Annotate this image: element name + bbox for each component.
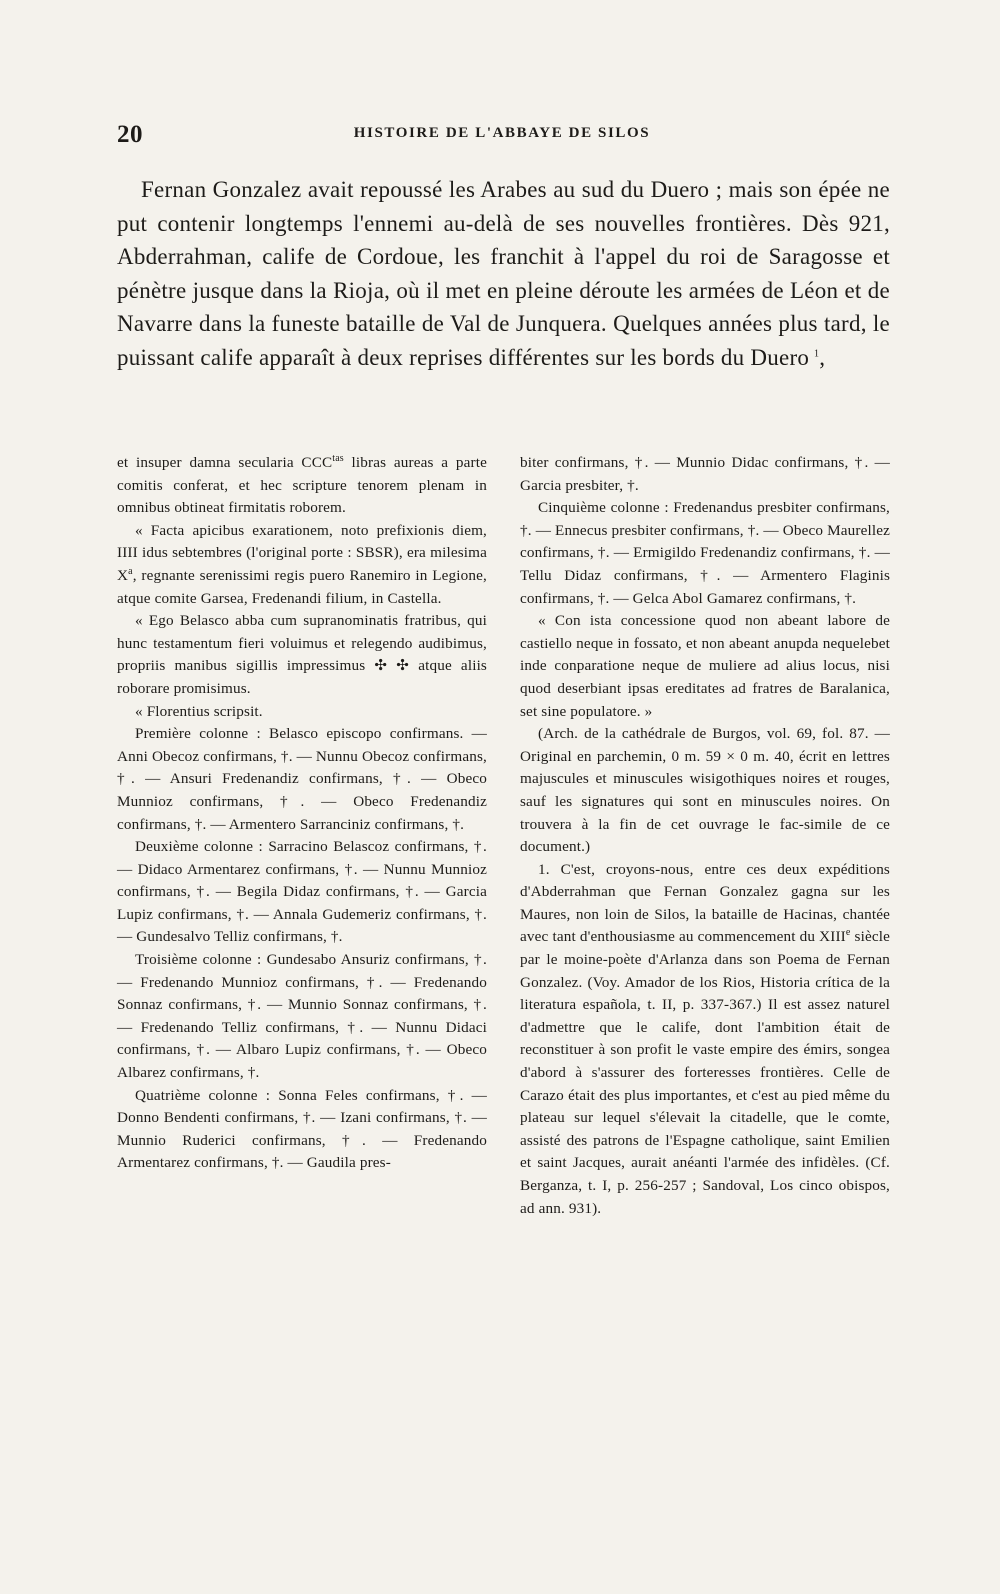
column-paragraph: « Florentius scripsit. — [135, 702, 263, 720]
column-paragraph: Troisième colonne : Gundesabo Ansuriz confirmans, †. — Fredenando Munnioz confirmans, †. — Fredenando Sonnaz confirmans, †. — Munnio Sonnaz confirmans, †. — Fredenando Telliz confirmans, †. — Nunnu Didaci confirmans, †. — Albaro Lupiz confirmans, †. — Obeco Albarez confirmans, †. — [117, 951, 487, 1082]
column-paragraph: Deuxième colonne : Sarracino Belascoz confirmans, †. — Didaco Armentarez confirmans, †. — Nunnu Munnioz confirmans, †. — Begila Didaz confirmans, †. — Garcia Lupiz confirmans, †. — Annala Gudemeriz confirmans, †. — Gundesalvo Telliz confirmans, †. — [117, 838, 487, 946]
main-paragraph-text: Fernan Gonzalez avait repoussé les Arabes au sud du Duero ; mais son épée ne put contenir longtemps l'ennemi au-delà de ses nouvelles frontières. Dès 921, Abderrahman, calife de Cordoue, les franchit à l'appel du roi de Saragosse et pénètre jusque dans la Rioja, où il met en pleine déroute les armées de Léon et de Navarre dans la funeste bataille de Val de Junquera. Quelques années plus tard, le puissant calife apparaît à deux reprises différentes sur les bords du Duero $^1$, — [117, 177, 890, 370]
column-paragraph: Quatrième colonne : Sonna Feles confirmans, †. — Donno Bendenti confirmans, †. — Izani confirmans, †. — Munnio Ruderici confirmans, †. — Fredenando Armentarez confirmans, †. — Gaudila pres- — [117, 1086, 487, 1172]
right-column — [520, 452, 890, 1220]
column-paragraph: (Arch. de la cathédrale de Burgos, vol. 69, fol. 87. — Original en parchemin, 0 m. 59 × 0 m. 40, écrit en lettres majuscules et minuscules wisigothiques noires et rouges, sauf les signatures qui sont en minuscules noires. On trouvera à la fin de cet ouvrage le fac-simile de ce document.) — [520, 725, 890, 856]
superscript: e — [845, 927, 851, 939]
page-header — [117, 121, 887, 151]
column-paragraph: « Ego Belasco abba cum supranominatis fratribus, qui hunc testamentum fieri voluimus et relegendo audibimus, propriis manibus sigillis impressimus ✣ ✣ atque aliis roborare promisimus. — [117, 612, 487, 697]
footnote-ref: 1 — [814, 348, 820, 360]
running-head: HISTOIRE DE L'ABBAYE DE SILOS — [353, 125, 651, 141]
column-paragraph: biter confirmans, †. — Munnio Didac confirmans, †. — Garcia presbiter, †. — [520, 454, 890, 494]
column-paragraph: Première colonne : Belasco episcopo confirmans. — Anni Obecoz confirmans, †. — Nunnu Obecoz confirmans, †. — Ansuri Fredenandiz confirmans, †. — Obeco Munnioz confirmans, †. — Obeco Fredenandiz confirmans, †. — Armentero Sarranciniz confirmans, †. — [117, 725, 487, 833]
column-paragraph: « Facta apicibus exarationem, noto prefixionis diem, IIII idus sebtembres (l'original porte : SBSR), era milesima $X^a$, regnante serenissimi regis puero Ranemiro in Legione, atque comite Garsea, Fredenandi filium, in Castella. — [117, 521, 487, 607]
column-paragraph: « Con ista concessione quod non abeant labore de castiello neque in fossato, et non abeant anupda nequelebet inde conparatione neque de muliere ad alius locus, nisi quod deserbiant ipsas ereditates ad fratres de Baralanica, set sine populatore. » — [520, 612, 890, 720]
column-paragraph: 1. C'est, croyons-nous, entre ces deux expéditions d'Abderrahman que Fernan Gonzalez gagna sur les Maures, non loin de Silos, la bataille de Hacinas, chantée avec tant d'enthousiasme au commencement du XIIIe siècle par le moine-poète d'Arlanza dans son Poema de Fernan Gonzalez. (Voy. Amador de los Rios, Historia crítica de la literatura española, t. II, p. 337-367.) Il est assez naturel d'admettre que le calife, dont l'ambition était de reconstituer à son profit le vaste empire des émirs, songea d'abord à s'assurer des forteresses frontières. Celle de Carazo était des plus importantes, et c'est au pied même du plateau sur lequel s'élevait la citadelle, que le comte, assisté des patrons de l'Espagne catholique, saint Emilien et saint Jacques, aurait anéanti l'armée des infidèles. (Cf. Berganza, t. I, p. 256-257 ; Sandoval, Los cinco obispos, ad ann. 931). — [520, 860, 890, 1217]
column-paragraph: et insuper damna secularia $CCC^{tas}$ libras aureas a parte comitis conferat, et hec scripture tenorem plenam in omnibus obtineat firmitatis roborem. — [117, 452, 487, 517]
superscript: a — [128, 565, 133, 577]
column-paragraph: Cinquième colonne : Fredenandus presbiter confirmans, †. — Ennecus presbiter confirmans, †. — Obeco Maurellez confirmans, †. — Ermigildo Fredenandiz confirmans, †. — Tellu Didaz confirmans, †. — Armentero Flaginis confirmans, †. — Gelca Abol Gamarez confirmans, †. — [520, 499, 890, 607]
superscript: tas — [332, 452, 344, 464]
main-paragraph — [117, 173, 890, 375]
left-column — [117, 452, 487, 1175]
page-number: 20 — [117, 121, 143, 148]
